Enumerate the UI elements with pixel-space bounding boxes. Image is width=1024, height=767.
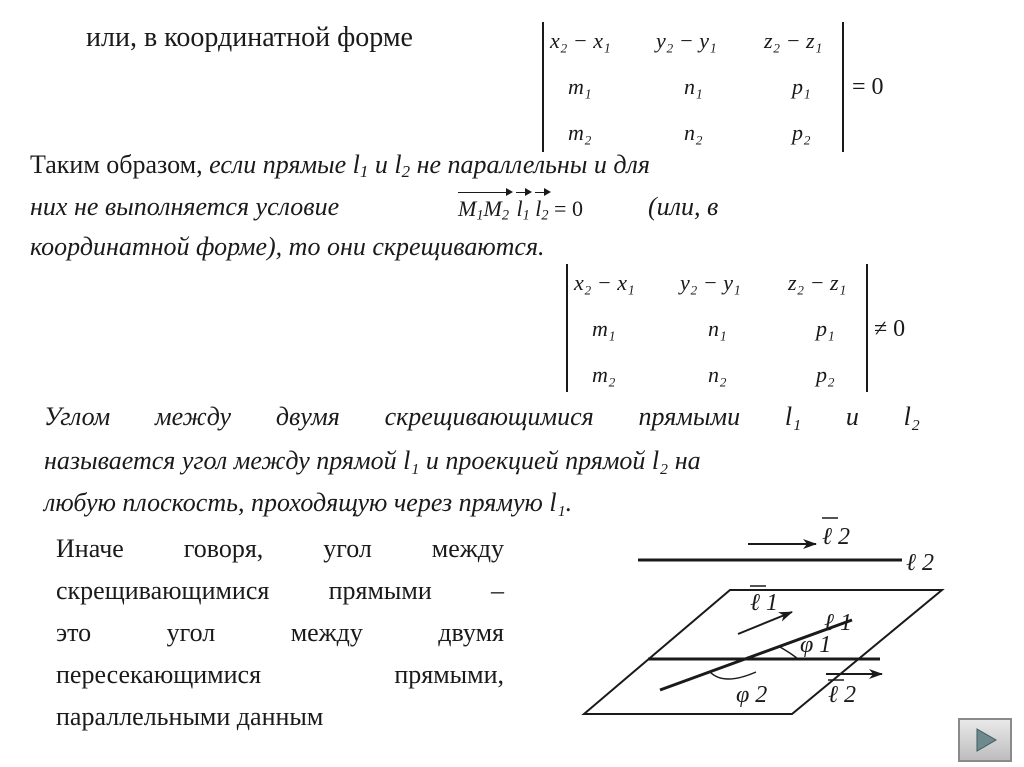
label-phi2: φ 2 [736,682,768,708]
label-phi1: φ 1 [800,632,832,658]
det2-cell-r2c0: m₂ [592,362,616,387]
next-slide-button[interactable] [958,718,1012,762]
det2-cell-r1c0: m₁ [592,316,616,341]
det2-cell-r0c1: y₂ − y₁ [680,270,741,295]
det2-cell-r2c1: n₂ [708,362,727,387]
label-l2: ℓ 2 [906,550,934,576]
det2-cell-r0c2: z₂ − z₁ [788,270,847,295]
paragraph-1-line-2-start: них не выполняется условие [30,192,340,221]
det1-cell-r2c1: n₂ [684,120,703,145]
det2-cell-r2c2: p₂ [816,362,835,387]
det2-cell-r0c0: x₂ − x₁ [574,270,635,295]
det1-cell-r1c1: n₁ [684,74,703,99]
det2-cell-r1c1: n₁ [708,316,727,341]
det1-cell-r0c0: x₂ − x₁ [550,28,611,53]
determinant-equal-zero [538,22,918,152]
determinant-not-equal-zero [562,264,942,392]
label-l2-bar-top: ℓ 2 [822,524,850,550]
det1-cell-r2c0: m₂ [568,120,592,145]
paraphrase-line-5: параллельными данным [56,702,324,731]
angle-arc-phi2 [710,672,756,679]
label-l2-bar-bottom: ℓ 2 [828,682,856,708]
det1-cell-r0c1: y₂ − y₁ [656,28,717,53]
angle-arc-phi1 [780,647,798,659]
paraphrase-line-1: Иначе говоря, угол между [56,534,504,563]
paraphrase-line-3: это угол между двумя [56,618,504,647]
paragraph-1-line-1: Таким образом, если прямые $l_1$ и $l_2$ не параллельны и для [30,150,650,182]
paragraph-1-line-2-end: (или, в [648,192,719,221]
det2-cell-r1c2: p₁ [816,316,835,341]
paraphrase-line-4: пересекающимися прямыми, [56,660,504,689]
det1-cell-r0c2: z₂ − z₁ [764,28,823,53]
det1-cell-r1c0: m₁ [568,74,592,99]
paragraph-1-line-3: координатной форме), то они скрещиваются. [30,232,545,261]
label-l1: ℓ 1 [824,610,852,636]
det1-cell-r1c2: p₁ [792,74,811,99]
intro-text: или, в координатной форме [86,22,413,53]
skew-lines-diagram [560,510,960,730]
det2-relation: ≠ 0 [874,316,906,342]
play-triangle-icon [960,720,1010,760]
definition-line-1: Углом между двумя скрещивающимися прямыми l₁ и l₂ [44,402,920,431]
paraphrase-line-2: скрещивающимися прямыми – [56,576,504,605]
condition-formula: $M_1M_2$ $l_1$ $l_2 = 0$ [458,196,583,224]
definition-line-2: называется угол между прямой l₁ и проекцией прямой l₂ на [44,446,701,475]
det1-relation: = 0 [852,74,884,100]
paraphrase-block [56,534,504,744]
definition-line-3: любую плоскость, проходящую через прямую l₁. [44,488,573,517]
label-l1-bar: ℓ 1 [750,590,778,616]
det1-cell-r2c2: p₂ [792,120,811,145]
